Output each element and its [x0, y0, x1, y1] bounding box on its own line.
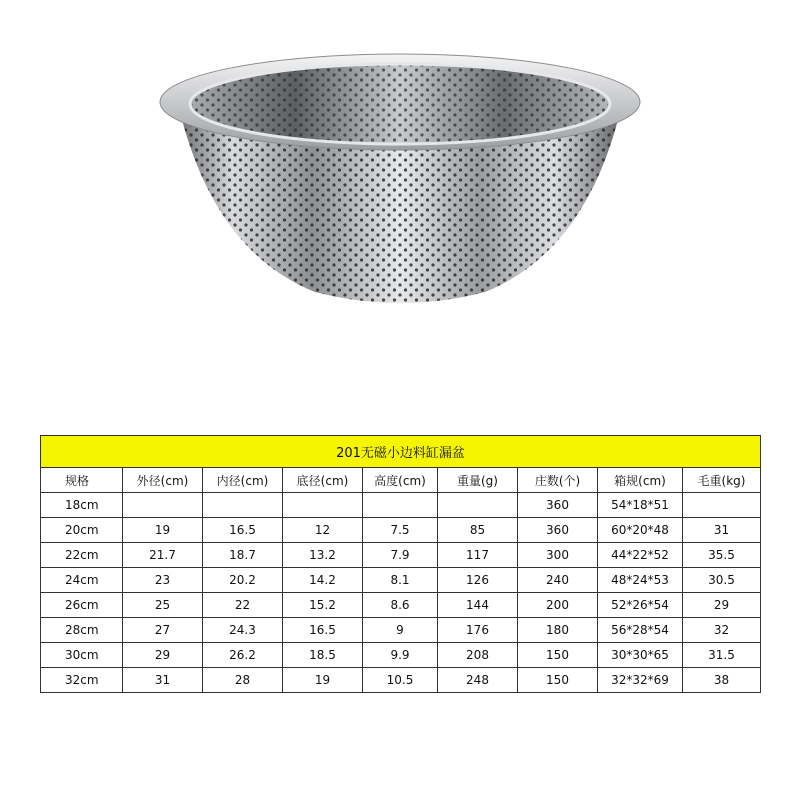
table-cell: 144	[438, 593, 518, 618]
table-row	[41, 518, 761, 543]
size-cell: 26cm	[41, 593, 123, 618]
table-cell: 7.9	[363, 543, 438, 568]
table-header-row	[41, 468, 761, 493]
table-cell: 38	[683, 668, 761, 693]
header-cell: 庄数(个)	[518, 468, 598, 493]
table-cell: 19	[283, 668, 363, 693]
table-cell: 60*20*48	[598, 518, 683, 543]
table-cell: 240	[518, 568, 598, 593]
table-row	[41, 568, 761, 593]
table-cell: 30.5	[683, 568, 761, 593]
table-cell: 56*28*54	[598, 618, 683, 643]
table-cell: 31	[123, 668, 203, 693]
table-cell: 200	[518, 593, 598, 618]
table-row	[41, 493, 761, 518]
table-cell: 28	[203, 668, 283, 693]
table-cell: 180	[518, 618, 598, 643]
table-cell: 32*32*69	[598, 668, 683, 693]
header-cell: 底径(cm)	[283, 468, 363, 493]
spec-table	[40, 435, 761, 693]
size-cell: 18cm	[41, 493, 123, 518]
header-cell: 内径(cm)	[203, 468, 283, 493]
table-cell: 12	[283, 518, 363, 543]
header-cell: 高度(cm)	[363, 468, 438, 493]
table-cell: 9	[363, 618, 438, 643]
table-cell: 117	[438, 543, 518, 568]
size-cell: 32cm	[41, 668, 123, 693]
table-cell: 7.5	[363, 518, 438, 543]
table-cell	[123, 493, 203, 518]
table-cell: 176	[438, 618, 518, 643]
table-row	[41, 618, 761, 643]
table-cell	[363, 493, 438, 518]
header-cell: 箱规(cm)	[598, 468, 683, 493]
table-cell	[283, 493, 363, 518]
table-cell: 32	[683, 618, 761, 643]
table-cell: 16.5	[283, 618, 363, 643]
table-cell: 52*26*54	[598, 593, 683, 618]
table-cell: 85	[438, 518, 518, 543]
table-cell: 31	[683, 518, 761, 543]
size-cell: 24cm	[41, 568, 123, 593]
table-cell: 360	[518, 518, 598, 543]
table-row	[41, 643, 761, 668]
table-cell: 13.2	[283, 543, 363, 568]
table-cell: 18.5	[283, 643, 363, 668]
size-cell: 30cm	[41, 643, 123, 668]
table-cell: 29	[123, 643, 203, 668]
table-cell: 9.9	[363, 643, 438, 668]
table-cell: 30*30*65	[598, 643, 683, 668]
table-cell: 14.2	[283, 568, 363, 593]
table-cell: 24.3	[203, 618, 283, 643]
table-cell: 31.5	[683, 643, 761, 668]
table-title: 201无磁小边料缸漏盆	[41, 436, 761, 468]
table-cell: 35.5	[683, 543, 761, 568]
table-cell: 26.2	[203, 643, 283, 668]
table-cell: 360	[518, 493, 598, 518]
table-cell: 150	[518, 668, 598, 693]
stainless-steel-colander-icon	[155, 52, 645, 322]
table-cell: 8.1	[363, 568, 438, 593]
table-cell: 54*18*51	[598, 493, 683, 518]
table-row	[41, 593, 761, 618]
header-cell: 外径(cm)	[123, 468, 203, 493]
table-row	[41, 668, 761, 693]
table-cell	[203, 493, 283, 518]
table-cell: 248	[438, 668, 518, 693]
table-cell: 27	[123, 618, 203, 643]
table-cell: 21.7	[123, 543, 203, 568]
table-cell: 8.6	[363, 593, 438, 618]
table-cell: 44*22*52	[598, 543, 683, 568]
table-cell: 25	[123, 593, 203, 618]
table-cell: 300	[518, 543, 598, 568]
header-cell: 重量(g)	[438, 468, 518, 493]
table-cell: 20.2	[203, 568, 283, 593]
table-cell: 208	[438, 643, 518, 668]
table-cell: 18.7	[203, 543, 283, 568]
table-cell: 19	[123, 518, 203, 543]
table-cell: 150	[518, 643, 598, 668]
table-cell: 29	[683, 593, 761, 618]
table-cell: 10.5	[363, 668, 438, 693]
table-cell	[438, 493, 518, 518]
table-cell: 48*24*53	[598, 568, 683, 593]
table-cell: 15.2	[283, 593, 363, 618]
size-cell: 22cm	[41, 543, 123, 568]
table-cell: 16.5	[203, 518, 283, 543]
table-cell: 23	[123, 568, 203, 593]
table-row	[41, 543, 761, 568]
size-cell: 28cm	[41, 618, 123, 643]
table-cell	[683, 493, 761, 518]
table-cell: 126	[438, 568, 518, 593]
header-cell: 毛重(kg)	[683, 468, 761, 493]
header-cell: 规格	[41, 468, 123, 493]
size-cell: 20cm	[41, 518, 123, 543]
table-cell: 22	[203, 593, 283, 618]
